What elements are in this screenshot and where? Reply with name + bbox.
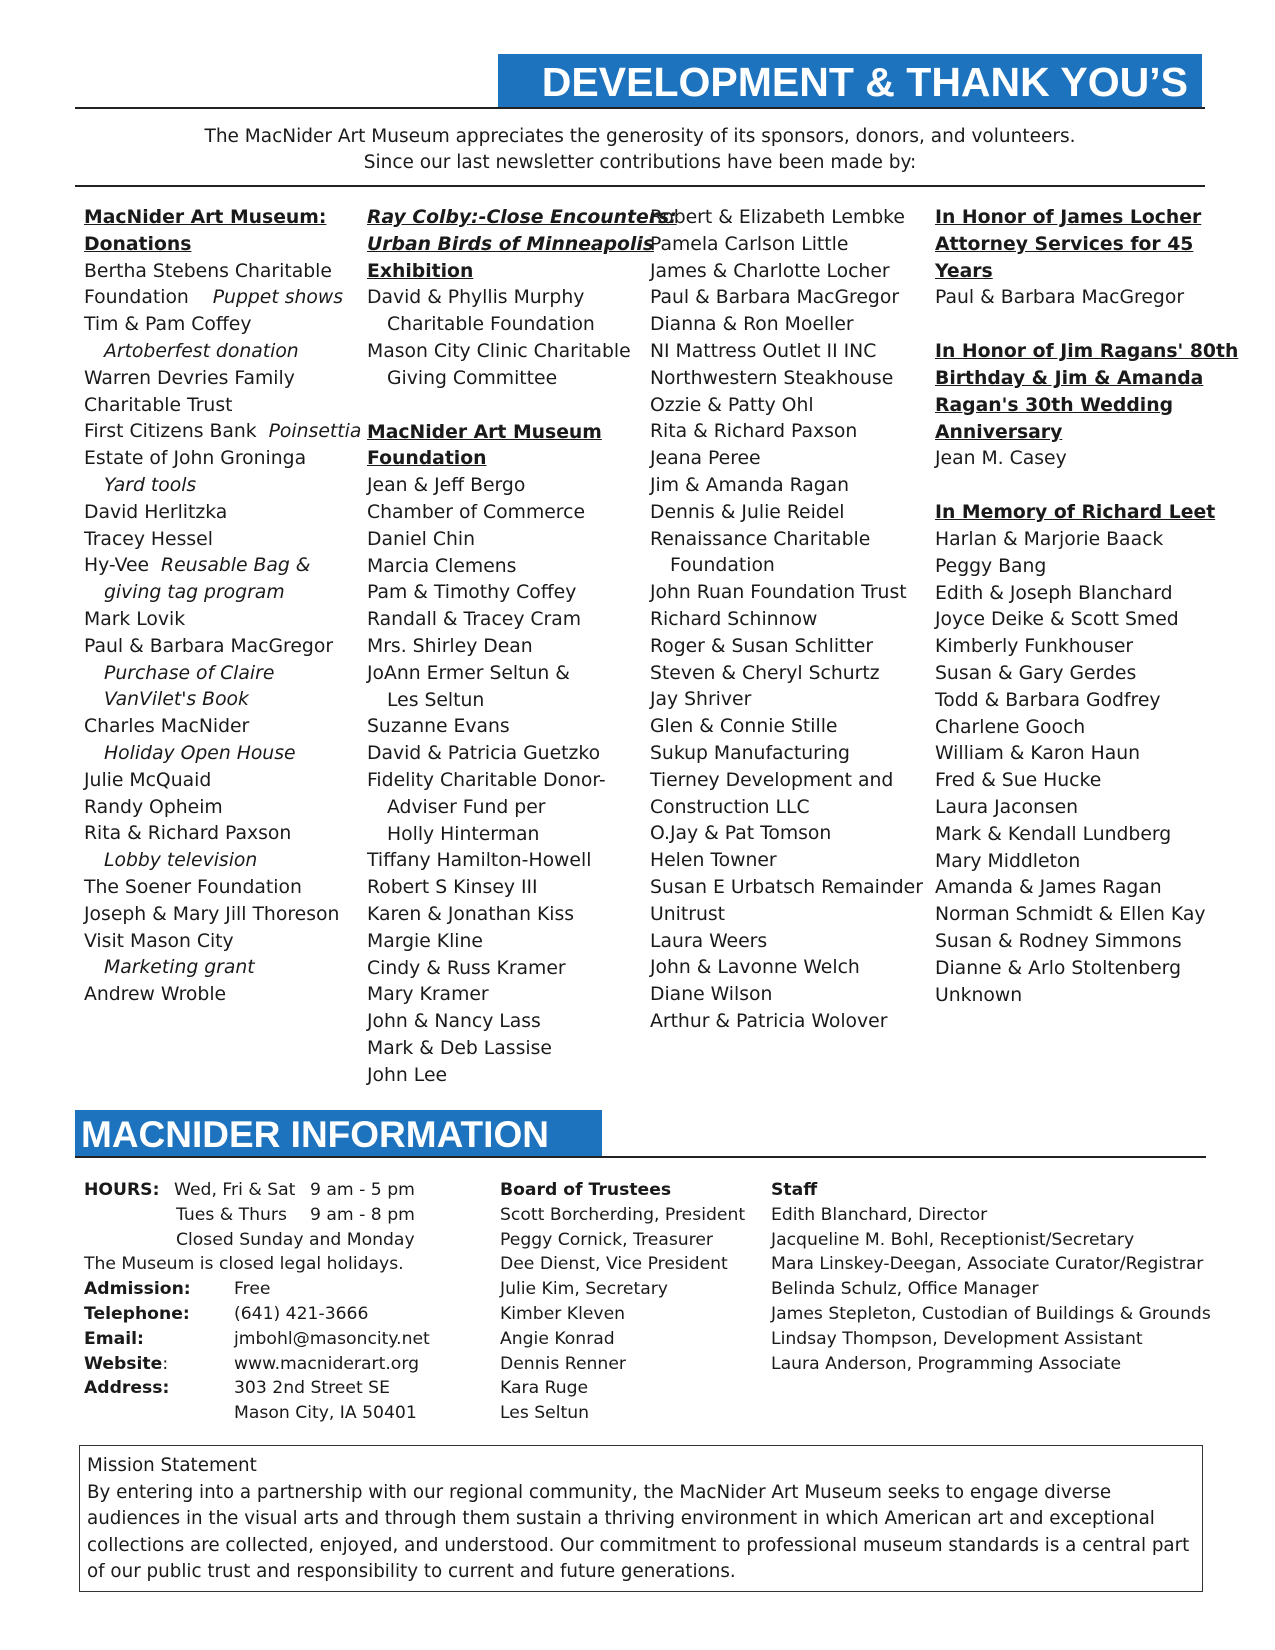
donor-name: Karen & Jonathan Kiss xyxy=(367,903,575,925)
donor-name: O.Jay & Pat Tomson xyxy=(650,823,832,845)
section-heading: Urban Birds of Minneapolis xyxy=(367,233,655,255)
section-heading: Exhibition xyxy=(367,260,474,282)
donor-name: Northwestern Steakhouse xyxy=(650,367,894,389)
mission-text: By entering into a partnership with our regional community, the MacNider Art Museum seeks to engage diverse audiences in the visual arts and through them sustain a thriving environment in which American art and exceptional collections are collected, enjoyed, and understood. Our commitment to professional museum standards is a central part of our public trust and responsibility to current and future generations. xyxy=(87,1481,1190,1583)
donor-name: Amanda & James Ragan xyxy=(935,877,1162,899)
donor-name: Construction LLC xyxy=(650,796,810,818)
donor-name: Giving Committee xyxy=(387,367,558,389)
donor-name: Glen & Connie Stille xyxy=(650,716,838,738)
trustee: Kara Ruge xyxy=(500,1378,589,1399)
donor-name: Tierney Development and xyxy=(650,769,894,791)
info-rule xyxy=(75,1156,1206,1158)
donor-name: Mark & Deb Lassise xyxy=(367,1037,552,1059)
donor-name: Susan E Urbatsch Remainder xyxy=(650,876,923,898)
donor-name: John Ruan Foundation Trust xyxy=(650,582,907,604)
trustee: Angie Konrad xyxy=(500,1328,615,1349)
holiday-note: The Museum is closed legal holidays. xyxy=(84,1254,404,1275)
donor-name: Unknown xyxy=(935,984,1023,1006)
donor-name: NI Mattress Outlet II INC xyxy=(650,340,877,362)
donor-name: John & Nancy Lass xyxy=(367,1011,541,1033)
donor-name: Jay Shriver xyxy=(650,689,752,711)
donor-column-3 xyxy=(650,205,923,1036)
donor-name: Hy-Vee Reusable Bag & xyxy=(84,555,311,577)
donor-name: Laura Weers xyxy=(650,930,768,952)
donation-note: Yard tools xyxy=(104,474,197,496)
donor-name: Charitable Trust xyxy=(84,394,233,416)
section-heading: MacNider Art Museum xyxy=(367,421,602,443)
staff-member: Jacqueline M. Bohl, Receptionist/Secretary xyxy=(771,1229,1135,1250)
staff-member: James Stepleton, Custodian of Buildings & Grounds xyxy=(771,1303,1211,1324)
section-heading: Birthday & Jim & Amanda xyxy=(935,367,1204,389)
donor-column-2 xyxy=(367,205,677,1090)
donor-name: Mason City Clinic Charitable xyxy=(367,340,631,362)
donor-name: Jean & Jeff Bergo xyxy=(367,475,526,497)
donor-name: Pamela Carlson Little xyxy=(650,233,849,255)
donor-name: Paul & Barbara MacGregor xyxy=(935,287,1185,309)
trustee: Julie Kim, Secretary xyxy=(500,1279,668,1300)
donor-name: Ozzie & Patty Ohl xyxy=(650,394,814,416)
donor-name: Renaissance Charitable xyxy=(650,528,871,550)
donor-name: Adviser Fund per xyxy=(387,796,546,818)
donor-name: Randy Opheim xyxy=(84,796,223,818)
donor-name: Joseph & Mary Jill Thoreson xyxy=(84,903,340,925)
donor-name: Charitable Foundation xyxy=(387,314,595,336)
donor-name: The Soener Foundation xyxy=(84,876,302,898)
staff-list xyxy=(771,1178,1211,1376)
staff-member: Mara Linskey-Deegan, Associate Curator/Registrar xyxy=(771,1254,1204,1275)
donor-name: Charles MacNider xyxy=(84,716,250,738)
donor-name: Laura Jaconsen xyxy=(935,796,1079,818)
donor-name: Norman Schmidt & Ellen Kay xyxy=(935,904,1206,926)
donor-name: Mark & Kendall Lundberg xyxy=(935,823,1172,845)
intro-rule xyxy=(75,185,1205,187)
donor-name: JoAnn Ermer Seltun & xyxy=(367,662,570,684)
intro-line-1: The MacNider Art Museum appreciates the generosity of its sponsors, donors, and volunteers. xyxy=(204,126,1076,147)
board-title: Board of Trustees xyxy=(500,1180,672,1200)
donation-note: Lobby television xyxy=(104,850,258,872)
donor-name: Foundation Puppet shows xyxy=(84,287,344,309)
trustee: Dee Dienst, Vice President xyxy=(500,1254,728,1275)
donation-note: Holiday Open House xyxy=(104,742,296,764)
donor-name: John Lee xyxy=(367,1064,448,1086)
donor-name: Fidelity Charitable Donor- xyxy=(367,769,606,791)
donor-name: Mark Lovik xyxy=(84,608,186,630)
contact-info xyxy=(84,1178,430,1426)
intro-text xyxy=(75,124,1205,176)
section-heading: In Honor of Jim Ragans' 80th xyxy=(935,341,1239,363)
donor-name: Richard Schinnow xyxy=(650,608,818,630)
staff-member: Laura Anderson, Programming Associate xyxy=(771,1353,1122,1374)
donor-name: Mrs. Shirley Dean xyxy=(367,635,533,657)
donor-name: Tiffany Hamilton-Howell xyxy=(367,850,592,872)
mission-title: Mission Statement xyxy=(87,1455,257,1476)
donor-name: Todd & Barbara Godfrey xyxy=(935,689,1161,711)
admission-row: Admission: Free xyxy=(84,1279,271,1300)
donor-name: Jeana Peree xyxy=(650,448,761,470)
section-heading: Anniversary xyxy=(935,421,1063,443)
donor-name: Tim & Pam Coffey xyxy=(84,314,252,336)
donor-name: Paul & Barbara MacGregor xyxy=(650,287,900,309)
donor-name: Cindy & Russ Kramer xyxy=(367,957,566,979)
hours-row: Tues & Thurs 9 am - 8 pm xyxy=(176,1204,415,1225)
donor-name: Paul & Barbara MacGregor xyxy=(84,635,334,657)
donor-name: Randall & Tracey Cram xyxy=(367,609,582,631)
donor-name: Dianne & Arlo Stoltenberg xyxy=(935,957,1181,979)
section-heading: Donations xyxy=(84,233,192,255)
donor-name: Robert S Kinsey III xyxy=(367,877,538,899)
donor-name: Mary Kramer xyxy=(367,984,489,1006)
donor-name: Sukup Manufacturing xyxy=(650,742,850,764)
section-heading: MacNider Art Museum: xyxy=(84,207,327,228)
donor-name: Dennis & Julie Reidel xyxy=(650,501,845,523)
donor-name: Visit Mason City xyxy=(84,930,234,952)
section-heading: Ragan's 30th Wedding xyxy=(935,394,1174,416)
donor-name: John & Lavonne Welch xyxy=(650,957,860,979)
section-heading: In Honor of James Locher xyxy=(935,207,1202,228)
donor-name: Rita & Richard Paxson xyxy=(84,823,292,845)
donor-name: David & Patricia Guetzko xyxy=(367,743,601,765)
donor-name: Andrew Wroble xyxy=(84,984,227,1006)
donor-name: Peggy Bang xyxy=(935,555,1047,577)
address-row: Mason City, IA 50401 xyxy=(234,1403,417,1424)
donor-name: David & Phyllis Murphy xyxy=(367,287,585,309)
section-heading: In Memory of Richard Leet xyxy=(935,502,1216,524)
donor-name: Helen Towner xyxy=(650,850,777,872)
trustee: Scott Borcherding, President xyxy=(500,1204,746,1225)
address-row: Address: 303 2nd Street SE xyxy=(84,1378,390,1399)
section-heading: Foundation xyxy=(367,448,487,470)
donor-name: Mary Middleton xyxy=(935,850,1081,872)
donor-name: Rita & Richard Paxson xyxy=(650,421,858,443)
donor-name: Harlan & Marjorie Baack xyxy=(935,528,1164,550)
donor-name: Chamber of Commerce xyxy=(367,501,586,523)
donor-name: Marcia Clemens xyxy=(367,555,517,577)
donor-name: Arthur & Patricia Wolover xyxy=(650,1010,888,1032)
donor-name: Fred & Sue Hucke xyxy=(935,770,1102,792)
donor-name: Robert & Elizabeth Lembke xyxy=(650,207,905,228)
staff-member: Edith Blanchard, Director xyxy=(771,1204,988,1225)
donor-name: Jim & Amanda Ragan xyxy=(650,474,850,496)
donor-name: Dianna & Ron Moeller xyxy=(650,314,854,336)
donor-name: Charlene Gooch xyxy=(935,716,1086,738)
development-banner: DEVELOPMENT & THANK YOU’S xyxy=(498,54,1202,108)
donor-name: Bertha Stebens Charitable xyxy=(84,260,332,282)
donor-name: Daniel Chin xyxy=(367,528,475,550)
donor-name: First Citizens Bank Poinsettia xyxy=(84,421,362,443)
trustee: Les Seltun xyxy=(500,1403,590,1424)
website-row: Website: www.macniderart.org xyxy=(84,1353,419,1374)
hours-row: HOURS: Wed, Fri & Sat 9 am - 5 pm xyxy=(84,1180,415,1200)
staff-member: Lindsay Thompson, Development Assistant xyxy=(771,1328,1143,1349)
donor-name: Jean M. Casey xyxy=(935,448,1067,470)
information-banner: MACNIDER INFORMATION xyxy=(75,1110,602,1157)
donor-name: Joyce Deike & Scott Smed xyxy=(935,609,1179,631)
donation-note: giving tag program xyxy=(104,582,285,604)
donor-name: Susan & Rodney Simmons xyxy=(935,930,1182,952)
donor-name: Kimberly Funkhouser xyxy=(935,636,1134,658)
donation-note: Purchase of Claire xyxy=(104,662,275,684)
section-heading: Ray Colby:-Close Encounters: xyxy=(367,207,677,228)
donor-name: Unitrust xyxy=(650,903,726,925)
donation-note: Artoberfest donation xyxy=(104,340,299,362)
section-heading: Attorney Services for 45 xyxy=(935,233,1194,255)
donor-name: Pam & Timothy Coffey xyxy=(367,582,577,604)
intro-line-2: Since our last newsletter contributions have been made by: xyxy=(363,152,917,173)
donor-name: James & Charlotte Locher xyxy=(650,260,890,282)
staff-member: Belinda Schulz, Office Manager xyxy=(771,1279,1039,1300)
hours-row: Closed Sunday and Monday xyxy=(176,1229,415,1250)
donor-name: Susan & Gary Gerdes xyxy=(935,662,1137,684)
header-rule xyxy=(75,107,1205,109)
donor-name: Diane Wilson xyxy=(650,984,773,1006)
board-of-trustees xyxy=(500,1178,745,1426)
donor-name: William & Karon Haun xyxy=(935,743,1141,765)
donor-name: Steven & Cheryl Schurtz xyxy=(650,662,880,684)
donor-name: Holly Hinterman xyxy=(387,823,540,845)
staff-title: Staff xyxy=(771,1180,818,1200)
donor-name: Suzanne Evans xyxy=(367,716,510,738)
trustee: Peggy Cornick, Treasurer xyxy=(500,1229,714,1250)
donation-note: Marketing grant xyxy=(104,957,255,979)
email-row: Email: jmbohl@masoncity.net xyxy=(84,1328,430,1349)
trustee: Dennis Renner xyxy=(500,1353,626,1374)
donor-name: Tracey Hessel xyxy=(84,528,213,550)
donor-name: Roger & Susan Schlitter xyxy=(650,635,874,657)
mission-statement-box xyxy=(79,1445,1203,1592)
donor-name: Les Seltun xyxy=(387,689,485,711)
donor-name: Foundation xyxy=(670,555,775,577)
donor-name: Edith & Joseph Blanchard xyxy=(935,582,1173,604)
telephone-row: Telephone: (641) 421-3666 xyxy=(84,1303,369,1324)
section-heading: Years xyxy=(935,260,993,282)
trustee: Kimber Kleven xyxy=(500,1303,626,1324)
donor-name: Julie McQuaid xyxy=(84,769,212,791)
donor-name: Estate of John Groninga xyxy=(84,448,307,470)
donor-name: Margie Kline xyxy=(367,930,483,952)
donor-name: David Herlitzka xyxy=(84,501,228,523)
donor-name: Warren Devries Family xyxy=(84,367,295,389)
donor-column-1 xyxy=(84,205,361,1009)
donor-column-4 xyxy=(935,205,1238,1009)
donation-note: VanVilet's Book xyxy=(104,689,249,711)
